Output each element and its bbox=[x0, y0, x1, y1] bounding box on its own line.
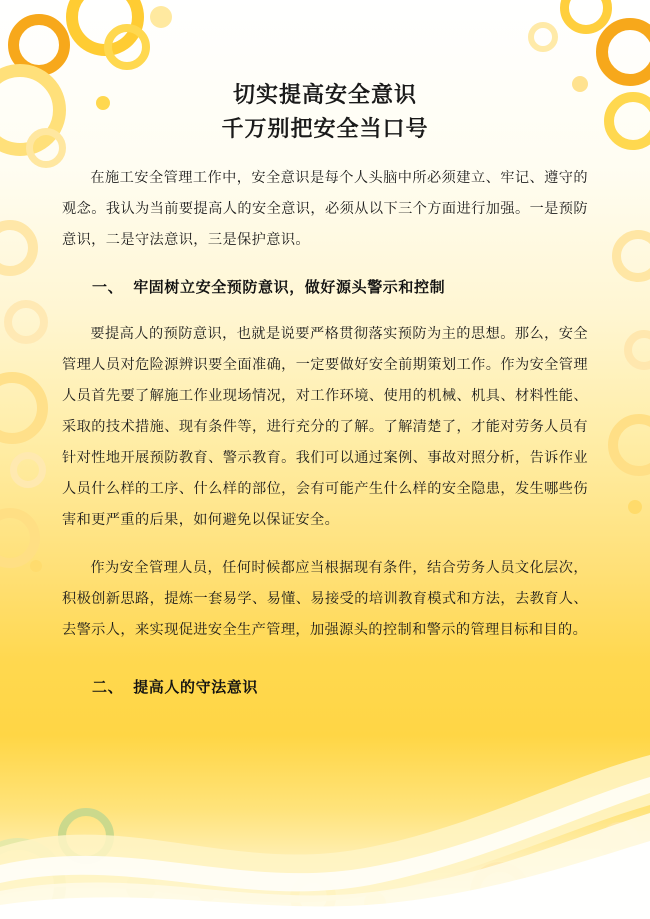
decorative-ring bbox=[600, 822, 640, 862]
title-line-2: 千万别把安全当口号 bbox=[221, 116, 429, 142]
title-line-1: 切实提高安全意识 bbox=[232, 82, 417, 108]
section-heading-2 bbox=[62, 672, 588, 702]
decorative-dot bbox=[364, 892, 386, 914]
decorative-dot bbox=[126, 872, 156, 902]
decorative-ring bbox=[290, 874, 336, 919]
document-title bbox=[62, 78, 588, 146]
decorative-ring bbox=[0, 838, 66, 919]
section-heading-1-text: 牢固树立安全预防意识，做好源头警示和控制 bbox=[133, 278, 446, 296]
paragraph-section1-body2: 作为安全管理人员，任何时候都应当根据现有条件，结合劳务人员文化层次，积极创新思路，提炼一套易学、易懂、易接受的培训教育模式和方法，去教育人、去警示人，来实现促进安全生产管理，加强源头的控制和警示的管理目标和目的。 bbox=[62, 560, 588, 638]
paragraph-intro: 在施工安全管理工作中，安全意识是每个人头脑中所必须建立、牢记、遵守的观念。我认为当前要提高人的安全意识，必须从以下三个方面进行加强。一是预防意识，二是守法意识，三是保护意识。 bbox=[62, 170, 588, 248]
section-heading-1 bbox=[62, 272, 588, 302]
section-heading-2-number: 二、 bbox=[92, 678, 124, 696]
decorative-dot bbox=[560, 882, 586, 908]
paragraph-section1-body1: 要提高人的预防意识，也就是说要严格贯彻落实预防为主的思想。那么，安全管理人员对危险源辨识要全面准确，一定要做好安全前期策划工作。作为安全管理人员首先要了解施工作业现场情况，对工作环境、使用的机械、机具、材料性能、采取的技术措施、现有条件等，进行充分的了解。了解清楚了，才能对劳务人员有针对性地开展预防教育、警示教育。我们可以通过案例、事故对照分析，告诉作业人员什么样的工序、什么样的部位，会有可能产生什么样的安全隐患，发生哪些伤害和更严重的后果，如何避免以保证安全。 bbox=[62, 326, 588, 528]
decorative-ring bbox=[470, 862, 530, 919]
section-heading-1-number: 一、 bbox=[92, 278, 124, 296]
spacer bbox=[62, 646, 588, 656]
decorative-dot bbox=[198, 884, 216, 902]
decorative-ring bbox=[58, 808, 114, 864]
section-heading-2-text: 提高人的守法意识 bbox=[133, 678, 259, 696]
